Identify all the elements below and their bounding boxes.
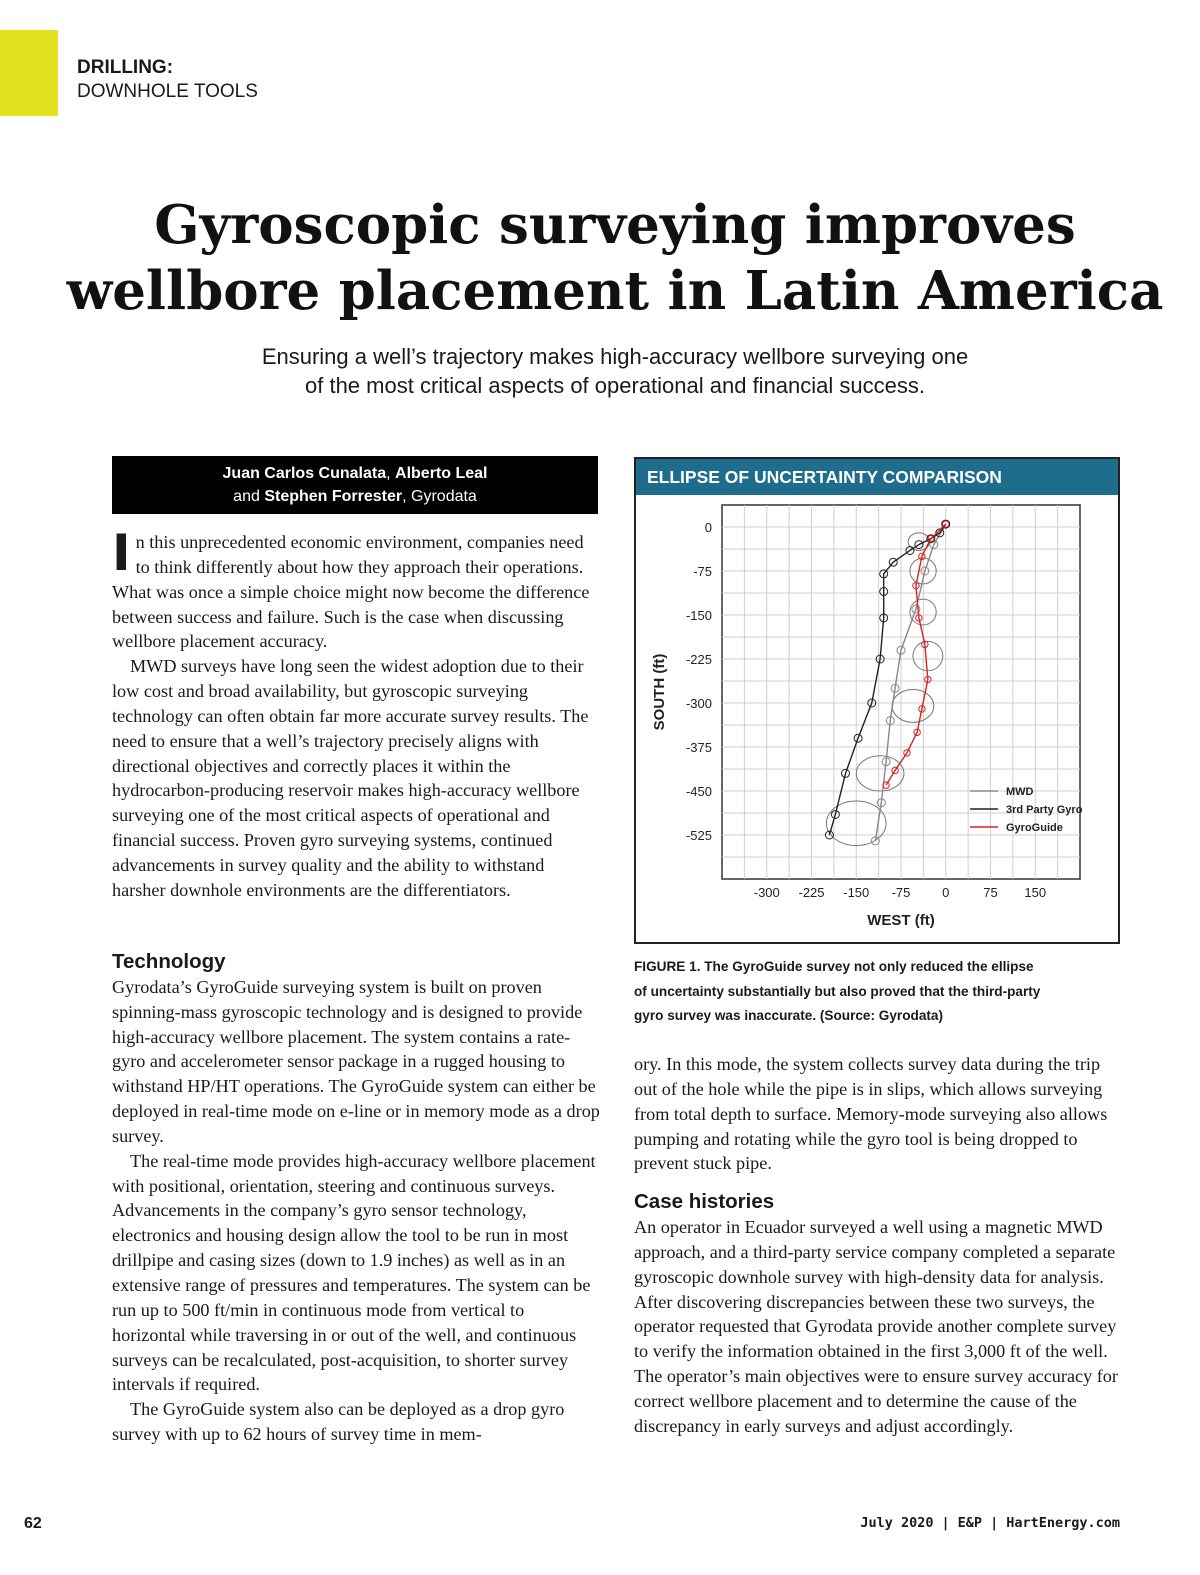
byline-company: , Gyrodata [402,488,477,505]
y-tick-label: -450 [685,784,712,799]
caption-line-3: gyro survey was inaccurate. (Source: Gyrodata) [634,1008,943,1023]
author-3: Stephen Forrester [264,488,403,505]
x-tick-label: -150 [843,885,870,900]
byline-separator: , [386,465,396,482]
footer-website: HartEnergy.com [1006,1515,1120,1531]
footer-separator: | [990,1515,999,1531]
body-paragraph-1 [112,524,600,654]
footer-magazine: E&P [957,1515,983,1531]
y-tick-label: -225 [685,652,712,667]
body-paragraph-5: The GyroGuide system also can be deployed as a drop gyro survey with up to 62 hours of survey time in mem- [112,1399,565,1445]
x-tick-label: -225 [798,885,825,900]
byline-and: and [233,488,265,505]
body-paragraph-3: Gyrodata’s GyroGuide surveying system is built on proven spinning-mass gyroscopic technology and is designed to provide high-accuracy wellbore placement. The system contains a rate-gyro and accelerometer sensor package in a rugged housing to withstand HP/HT operations. The GyroGuide system can either be deployed in real-time mode on e-line or in memory mode as a drop survey. [112,976,600,1146]
body-column-right [634,1052,1122,1439]
y-tick-label: -75 [693,564,712,579]
x-tick-label: 0 [942,885,950,900]
legend-label: 3rd Party Gyro [1006,804,1083,816]
headline-line-2: wellbore placement in Latin America [66,260,1164,322]
y-tick-label: -375 [685,740,712,755]
page-number: 62 [24,1515,42,1532]
section-name: DRILLING: [77,57,174,78]
x-tick-label: 150 [1024,885,1047,900]
y-tick-label: 0 [704,520,712,535]
footer-date: July 2020 [860,1515,934,1531]
page-footer [860,1515,1120,1531]
ellipse-uncertainty-chart [640,497,1116,939]
body-column-left-bottom [112,950,600,1447]
y-tick-label: -525 [685,828,712,843]
caption-line-1: FIGURE 1. The GyroGuide survey not only reduced the ellipse [634,959,1034,974]
y-tick-label: -150 [685,608,712,623]
y-axis-label: SOUTH (ft) [651,653,668,731]
author-2: Alberto Leal [395,465,488,482]
byline-box [112,456,598,514]
subhead-technology: Technology [112,950,226,973]
legend-label: MWD [1006,786,1034,798]
figure-caption [634,955,1120,1029]
section-subsection: DOWNHOLE TOOLS [77,81,258,102]
body-paragraph-7: An operator in Ecuador surveyed a well using a magnetic MWD approach, and a third-party service company completed a separate gyroscopic downhole survey with high-density data for analysis. After discovering discrepancies between these two surveys, the operator requested that Gyrodata provide another complete survey to verify the information obtained in the first 3,000 ft of the well. The operator’s main objectives were to ensure survey accuracy for correct wellbore placement and to determine the cause of the discrepancy in early surveys and adjust accordingly. [634,1217,1118,1436]
body-paragraph-2: MWD surveys have long seen the widest adoption due to their low cost and broad availability, but gyroscopic surveying technology can often obtain far more accurate survey results. The need to ensure that a well’s trajectory precisely aligns with directional objectives and correctly places it within the hydrocarbon-producing reservoir makes high-accuracy wellbore surveying one of the most critical aspects of operational and financial success. Proven gyro surveying systems, continued advancements in survey quality and the ability to withstand harsher downhole environments are the differentiators. [112,656,589,900]
footer-separator: | [941,1515,950,1531]
deck-line-1: Ensuring a well’s trajectory makes high-accuracy wellbore surveying one [261,344,969,369]
legend-label: GyroGuide [1006,822,1063,834]
section-tab-block [0,30,58,116]
drop-cap: I [112,524,131,582]
caption-line-2: of uncertainty substantially but also proved that the third-party [634,983,1041,999]
paragraph-1-text: n this unprecedented economic environment, companies need to think differently about how they approach their operations. What was once a simple choice might now become the difference between success and failure. Such is the case when discussing wellbore placement accuracy. [112,532,590,652]
author-1: Juan Carlos Cunalata [222,465,387,482]
x-axis-label: WEST (ft) [867,912,935,929]
article-headline [60,192,1170,324]
x-tick-label: -300 [753,885,780,900]
article-deck [150,342,1080,400]
x-tick-label: -75 [891,885,911,900]
subhead-case-histories: Case histories [634,1190,775,1214]
body-column-left-top [112,524,600,903]
deck-line-2: of the most critical aspects of operational and financial success. [305,373,925,398]
headline-line-1: Gyroscopic surveying improves [154,194,1076,256]
y-tick-label: -300 [685,696,712,711]
body-paragraph-6: ory. In this mode, the system collects survey data during the trip out of the hole while the pipe is in slips, which allows surveying from total depth to surface. Memory-mode surveying also allows pumping and rotating while the gyro tool is being dropped to prevent stuck pipe. [634,1054,1108,1174]
section-kicker [77,56,258,104]
body-paragraph-4: The real-time mode provides high-accuracy wellbore placement with positional, orientation, steering and continuous surveys. Advancements in the company’s gyro sensor technology, electronics and housing design allow the tool to be run in most drillpipe and casing sizes (down to 1.9 inches) as well as in an extensive range of pressures and temperatures. The system can be run up to 500 ft/min in continuous mode from vertical to horizontal while traversing in or out of the well, and continuous surveys can be recalculated, post-acquisition, to shorter survey intervals if required. [112,1150,596,1395]
x-tick-label: 75 [983,885,998,900]
figure-title: ELLIPSE OF UNCERTAINTY COMPARISON [636,459,1118,495]
